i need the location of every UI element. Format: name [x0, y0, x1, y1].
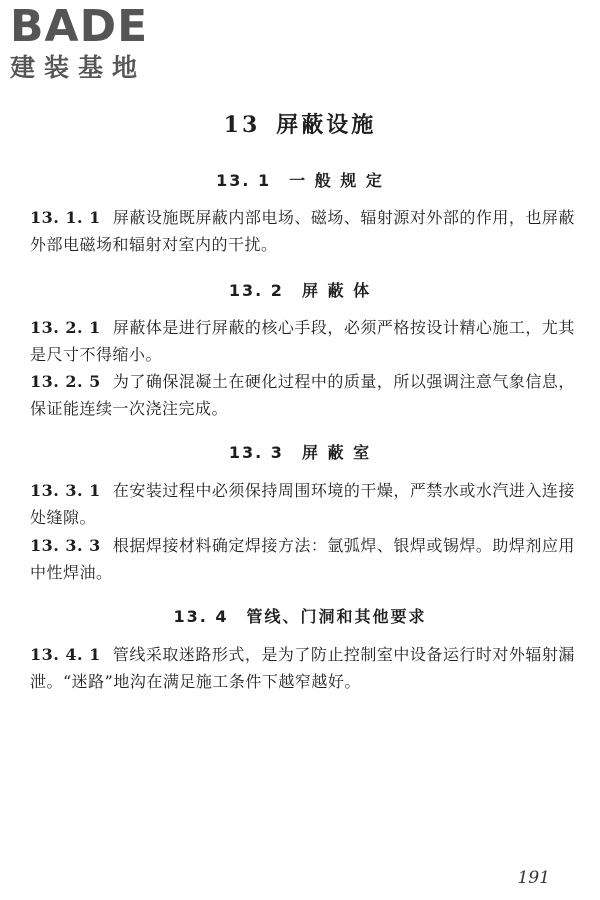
- chapter-number: 13: [223, 112, 261, 138]
- clause: [30, 368, 578, 422]
- clause-text: 屏蔽体是进行屏蔽的核心手段，必须严格按设计精心施工，尤其是尺寸不得缩小。: [30, 318, 575, 364]
- clause-text: 根据焊接材料确定焊接方法：氩弧焊、银焊或锡焊。助焊剂应用中性焊油。: [30, 536, 575, 582]
- clause-number: 13. 1. 1: [30, 208, 101, 227]
- clause-number: 13. 3. 1: [30, 481, 101, 500]
- section-number: 13. 3: [228, 443, 284, 462]
- section-title: 屏 蔽 室: [301, 443, 372, 462]
- clause-number: 13. 2. 5: [30, 372, 101, 391]
- logo-brand: BADE: [10, 1, 149, 52]
- section-number: 13. 4: [173, 607, 229, 626]
- chapter-title-text: 屏蔽设施: [276, 112, 377, 138]
- clause: [30, 641, 578, 695]
- section-heading: [0, 440, 600, 463]
- section-heading: [0, 278, 600, 301]
- section-title: 屏 蔽 体: [301, 281, 372, 300]
- clause-number: 13. 3. 3: [30, 536, 101, 555]
- page-number: 191: [517, 868, 550, 888]
- section-title: 一 般 规 定: [289, 171, 384, 190]
- section-heading: [0, 604, 600, 627]
- clause: [30, 532, 578, 586]
- logo-subtitle: 建装基地: [10, 53, 147, 82]
- section-heading: [0, 168, 600, 191]
- bade-logo: [10, 1, 185, 83]
- section-number: 13. 2: [228, 281, 284, 300]
- clause: [30, 314, 578, 368]
- section-number: 13. 1: [216, 171, 272, 190]
- clause-text: 屏蔽设施既屏蔽内部电场、磁场、辐射源对外部的作用，也屏蔽外部电磁场和辐射对室内的干扰。: [30, 208, 575, 254]
- chapter-title: [0, 108, 600, 139]
- clause: [30, 477, 578, 531]
- clause-text: 在安装过程中必须保持周围环境的干燥，严禁水或水汽进入连接处缝隙。: [30, 481, 575, 527]
- clause: [30, 204, 578, 258]
- section-title: 管线、门洞和其他要求: [246, 607, 427, 626]
- clause-text: 为了确保混凝土在硬化过程中的质量，所以强调注意气象信息，保证能连续一次浇注完成。: [30, 372, 575, 418]
- clause-text: 管线采取迷路形式，是为了防止控制室中设备运行时对外辐射漏泄。“迷路”地沟在满足施工条件下越窄越好。: [30, 645, 575, 691]
- clause-number: 13. 4. 1: [30, 645, 101, 664]
- clause-number: 13. 2. 1: [30, 318, 101, 337]
